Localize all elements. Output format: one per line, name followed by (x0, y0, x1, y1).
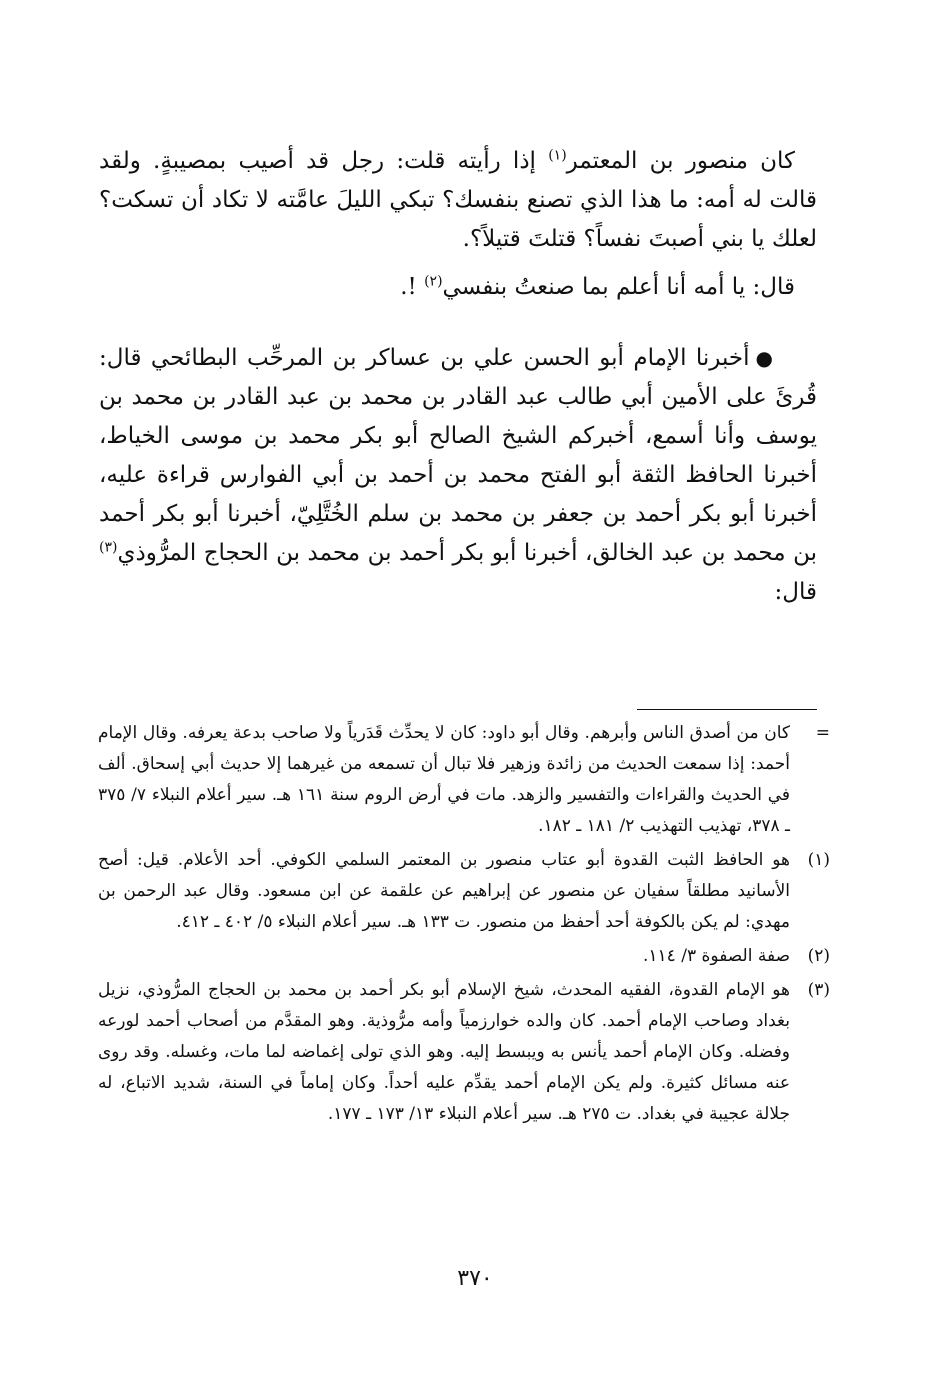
paragraph-1-text-a: كان منصور بن المعتمر (566, 148, 795, 174)
main-text (99, 142, 817, 612)
paragraph-1 (99, 142, 817, 259)
footnote-ref-2: (٢) (424, 273, 443, 290)
paragraph-3-text-a: أخبرنا الإمام أبو الحسن علي بن عساكر بن المرحِّب البطائحي قال: قُرئَ على الأمين أبي طالب عبد القادر بن محمد بن عبد القادر بن محمد بن يوسف وأنا أسمع، أخبركم الشيخ الصالح أبو بكر محمد بن موسى الخياط، أخبرنا الحافظ الثقة أبو الفتح محمد بن أحمد بن أبي الفوارس قراءة عليه، أخبرنا أبو بكر أحمد بن جعفر بن محمد بن سلم الخُتَّلِيّ، أخبرنا أبو بكر أحمد بن محمد بن عبد الخالق، أخبرنا أبو بكر أحمد بن محمد بن الحجاج المرُّوذي (99, 345, 817, 566)
footnote-text: كان من أصدق الناس وأبرهم. وقال أبو داود: كان لا يحدِّث قَدَرياً ولا صاحب بدعة يعرفه. وقال الإمام أحمد: إذا سمعت الحديث من زائدة وزهير فلا تبال أن تسمعه من غيرهما إلا حديث أبي إسحاق. ألف في الحديث والقراءات والتفسير والزهد. مات في أرض الروم سنة ١٦١ هـ. سير أعلام النبلاء ٧/ ٣٧٥ ـ ٣٧٨، تهذيب التهذيب ٢/ ١٨١ ـ ١٨٢. (98, 723, 790, 836)
footnote-ref-1: (١) (548, 147, 567, 164)
footnote-text: هو الإمام القدوة، الفقيه المحدث، شيخ الإسلام أبو بكر أحمد بن محمد بن الحجاج المرُّوذي، نزيل بغداد وصاحب الإمام أحمد. كان والده خوارزمياً وأمه مرُّوذية. وهو المقدَّم من أصحاب أحمد لورعه وفضله. وكان الإمام أحمد يأنس به ويبسط إليه. وهو الذي تولى إغماضه لما مات، وغسله. وقد روى عنه مسائل كثيرة. ولم يكن الإمام أحمد يقدِّم عليه أحداً. وكان إماماً في السنة، شديد الاتباع، له جلالة عجيبة في بغداد. ت ٢٧٥ هـ. سير أعلام النبلاء ١٣/ ١٧٣ ـ ١٧٧. (98, 980, 790, 1124)
footnote-continuation (98, 718, 830, 842)
footnote-number: (١) (807, 850, 830, 870)
footnote-text: صفة الصفوة ٣/ ١١٤. (643, 946, 790, 966)
footnotes (98, 718, 830, 1133)
footnote-ref-3: (٣) (99, 539, 118, 556)
footnote-text: هو الحافظ الثبت القدوة أبو عتاب منصور بن المعتمر السلمي الكوفي. أحد الأعلام. قيل: أصح الأسانيد مطلقاً سفيان عن منصور عن إبراهيم عن علقمة عن ابن مسعود. وقال عبد الرحمن بن مهدي: لم يكن بالكوفة أحد أحفظ من منصور. ت ١٣٣ هـ. سير أعلام النبلاء ٥/ ٤٠٢ ـ ٤١٢. (98, 850, 790, 932)
bullet-icon: ● (755, 346, 773, 370)
footnote-2 (98, 941, 830, 972)
page-number: ٣٧٠ (457, 1266, 493, 1291)
paragraph-2-text-b: !. (400, 274, 425, 300)
paragraph-2-text-a: قال: يا أمه أنا أعلم بما صنعتُ بنفسي (442, 274, 795, 300)
footnote-number: (٢) (807, 946, 830, 966)
footnote-1 (98, 845, 830, 938)
paragraph-2 (99, 268, 817, 307)
footnote-number: (٣) (807, 980, 830, 1000)
footnote-3 (98, 975, 830, 1130)
paragraph-3 (99, 339, 817, 612)
paragraph-1-text-b: إذا رأيته قلت: رجل قد أصيب بمصيبةٍ. ولقد قالت له أمه: ما هذا الذي تصنع بنفسك؟ تبكي الليلَ عامَّته لا تكاد أن تسكت؟ لعلك يا بني أصبتَ نفساً؟ قتلتَ قتيلاً؟. (99, 148, 817, 252)
footnote-separator (637, 709, 817, 710)
footnote-marker: = (815, 723, 830, 743)
paragraph-3-text-b: قال: (774, 579, 817, 605)
